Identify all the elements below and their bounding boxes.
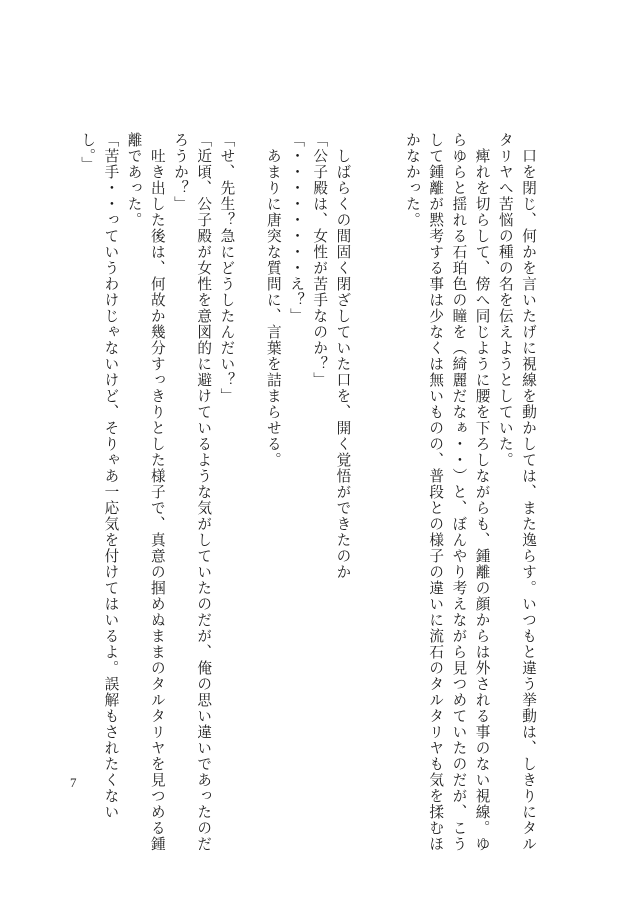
blank-line — [354, 132, 377, 155]
text-line: ろうか？」 — [172, 132, 189, 212]
text-line: して鍾離が黙考する事は少なくは無いものの、普段との様子の違いに流石のタルタリヤも気を揉むほ — [427, 132, 445, 852]
text-line: 「苦手・・っていうわけじゃないけど、そりゃあ一応気を付けてはいるよ。誤解もされたくない — [102, 132, 120, 820]
text-line: 離であった。 — [125, 132, 143, 228]
text-line: 吐き出した後は、何故か幾分すっきりとした様子で、真意の掴めぬままのタルタリヤを見つめる鍾 — [148, 132, 166, 852]
text-line: 「せ、先生？急にどうしたんだい？」 — [218, 132, 236, 404]
text-line: 「・・・・・・・・え？」 — [288, 132, 305, 324]
text-line: 「近頃、公子殿が女性を意図的に避けているような気がしていたのだが、俺の思い違いであったのだ — [195, 132, 213, 852]
blank-line — [238, 132, 261, 155]
text-line: しばらくの間固く閉ざしていた口を、開く覚悟ができたのか — [334, 132, 352, 580]
text-line: あまりに唐突な質問に、言葉を詰まらせる。 — [264, 132, 282, 468]
text-line: タリヤへ苦悩の種の名を伝えようとしていた。 — [496, 132, 514, 468]
text-line: 「公子殿は、女性が苦手なのか？」 — [311, 132, 329, 388]
text-line: し。」 — [79, 132, 97, 173]
text-line: 痺れを切らして、傍へ同じように腰を下ろしながらも、鍾離の顔からは外される事のない視線。ゆ — [473, 132, 491, 852]
blank-line — [378, 132, 401, 155]
text-line: かなかった。 — [403, 132, 421, 228]
text-line: 口を閉じ、何かを言いたげに視線を動かしては、また逸らす。いつもと違う挙動は、しきりにタル — [520, 132, 537, 852]
vertical-text-body — [76, 132, 540, 852]
text-line: らゆらと揺れる石珀色の瞳を（綺麗だなぁ・・）と、ぼんやり考えながら見つめていたのだが、こう — [450, 132, 468, 852]
page-number: 7 — [70, 775, 77, 790]
